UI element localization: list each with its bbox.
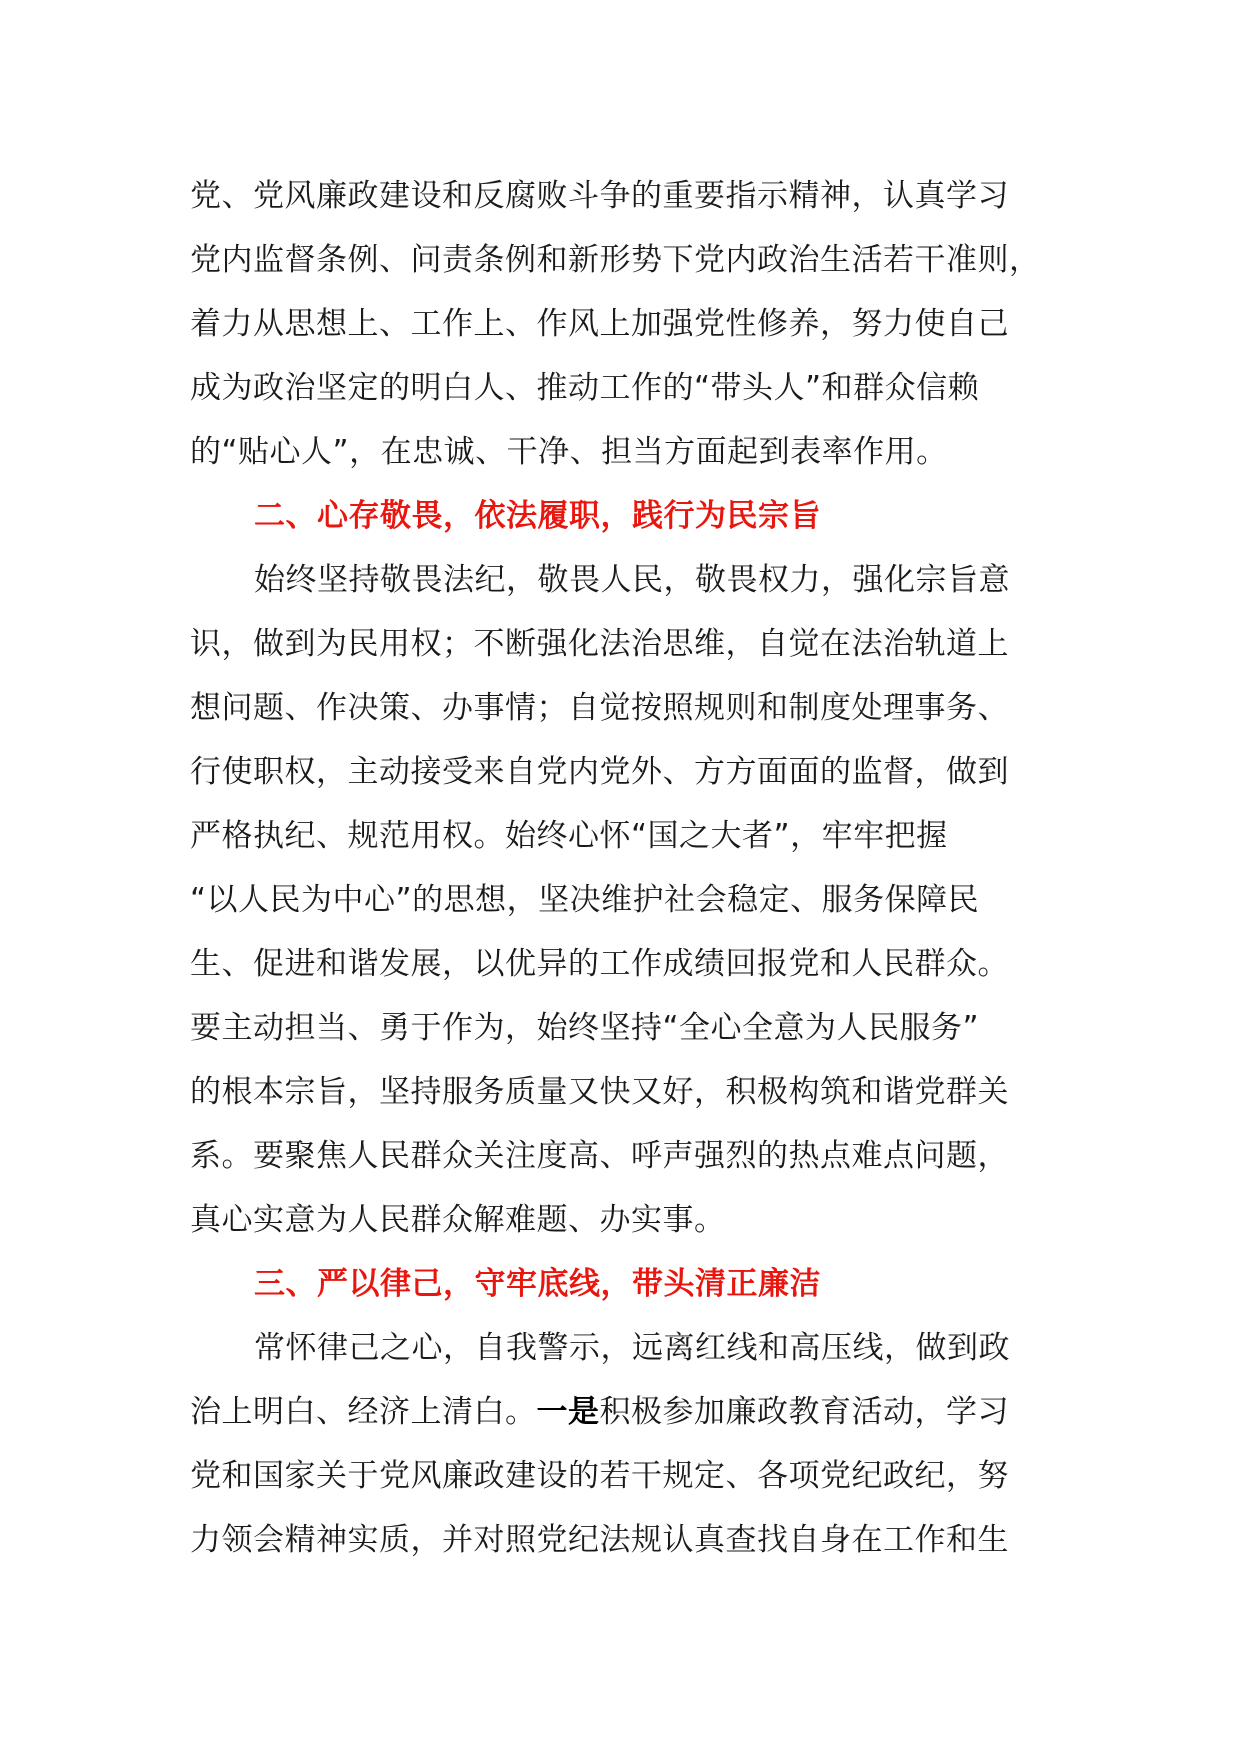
paragraph-3-line-3: 党和国家关于党风廉政建设的若干规定、各项党纪政纪，努 <box>190 1458 1009 1494</box>
paragraph-2-line-4: 行使职权，主动接受来自党内党外、方方面面的监督，做到 <box>190 754 1009 790</box>
paragraph-2-line-5: 严格执纪、规范用权。始终心怀“国之大者”，牢牢把握 <box>190 818 948 854</box>
paragraph-3-line-2-rest: 积极参加廉政教育活动，学习 <box>599 1394 1009 1430</box>
paragraph-2-line-3: 想问题、作决策、办事情；自觉按照规则和制度处理事务、 <box>190 690 1009 726</box>
paragraph-2-line-10: 系。要聚焦人民群众关注度高、呼声强烈的热点难点问题， <box>190 1138 1009 1174</box>
paragraph-2-line-6: “以人民为中心”的思想，坚决维护社会稳定、服务保障民 <box>190 882 980 918</box>
section-heading-3: 三、严以律己，守牢底线，带头清正廉洁 <box>254 1266 821 1302</box>
paragraph-3-line-1: 常怀律己之心，自我警示，远离红线和高压线，做到政 <box>254 1330 1010 1366</box>
paragraph-1-line-1: 党、党风廉政建设和反腐败斗争的重要指示精神，认真学习 <box>190 178 1009 214</box>
paragraph-3-line-2 <box>190 1386 1090 1438</box>
section-heading-2: 二、心存敬畏，依法履职，践行为民宗旨 <box>254 498 821 534</box>
paragraph-3-line-2-prefix: 治上明白、经济上清白。 <box>190 1394 537 1430</box>
paragraph-2-line-7: 生、促进和谐发展，以优异的工作成绩回报党和人民群众。 <box>190 946 1009 982</box>
paragraph-3-line-4: 力领会精神实质，并对照党纪法规认真查找自身在工作和生 <box>190 1522 1009 1558</box>
paragraph-2-line-9: 的根本宗旨，坚持服务质量又快又好，积极构筑和谐党群关 <box>190 1074 1009 1110</box>
paragraph-2-line-11: 真心实意为人民群众解难题、办实事。 <box>190 1202 726 1238</box>
paragraph-1-line-4: 成为政治坚定的明白人、推动工作的“带头人”和群众信赖 <box>190 370 980 406</box>
paragraph-2-line-8: 要主动担当、勇于作为，始终坚持“全心全意为人民服务” <box>190 1010 980 1046</box>
paragraph-1-line-2: 党内监督条例、问责条例和新形势下党内政治生活若干准则， <box>190 242 1041 278</box>
paragraph-1-line-5: 的“贴心人”，在忠诚、干净、担当方面起到表率作用。 <box>190 434 948 470</box>
paragraph-3-emphasis-first: 一是 <box>536 1394 600 1430</box>
paragraph-2-line-2: 识，做到为民用权；不断强化法治思维，自觉在法治轨道上 <box>190 626 1009 662</box>
paragraph-2-line-1: 始终坚持敬畏法纪，敬畏人民，敬畏权力，强化宗旨意 <box>254 562 1010 598</box>
paragraph-1-line-3: 着力从思想上、工作上、作风上加强党性修养，努力使自己 <box>190 306 1009 342</box>
